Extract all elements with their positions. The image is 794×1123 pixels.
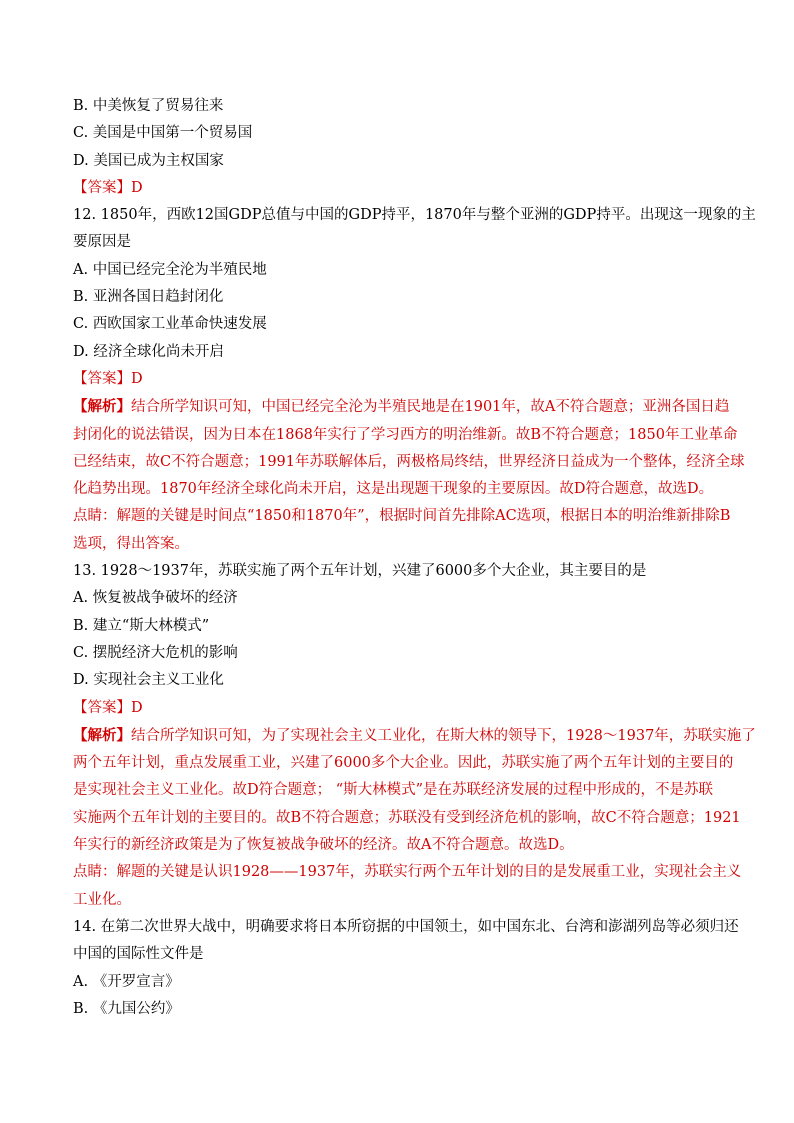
q12-tip-line-2: 选项，得出答案。 bbox=[73, 535, 189, 552]
q13-analysis-label: 【解析】 bbox=[73, 726, 131, 744]
q12-analysis-line-3: 已经结束，故C不符合题意；1991年苏联解体后，两极格局终结，世界经济日益成为一个整体，经济全球 bbox=[73, 453, 745, 470]
q12-option-a: A. 中国已经完全沦为半殖民地 bbox=[73, 261, 267, 278]
q12-analysis-text-1: 结合所学知识可知，中国已经完全沦为半殖民地是在1901年，故A不符合题意；亚洲各国日趋 bbox=[131, 399, 730, 416]
q12-analysis-line-1 bbox=[73, 393, 730, 421]
q13-stem-line-1: 13. 1928～1937年，苏联实施了两个五年计划，兴建了6000多个大企业，其主要目的是 bbox=[73, 563, 647, 580]
q11-answer: 【答案】D bbox=[73, 179, 143, 196]
q11-option-d: D. 美国已成为主权国家 bbox=[73, 152, 224, 169]
q13-analysis-line-5: 年实行的新经济政策是为了恢复被战争破坏的经济。故A不符合题意。故选D。 bbox=[73, 837, 574, 854]
q13-option-a: A. 恢复被战争破坏的经济 bbox=[73, 590, 238, 607]
q13-option-b: B. 建立“斯大林模式” bbox=[73, 617, 210, 634]
q13-analysis-line-2: 两个五年计划，重点发展重工业，兴建了6000多个大企业。因此，苏联实施了两个五年计划的主要目的 bbox=[73, 755, 734, 772]
q12-stem-line-1: 12. 1850年，西欧12国GDP总值与中国的GDP持平，1870年与整个亚洲的GDP持平。出现这一现象的主 bbox=[73, 207, 756, 224]
q13-answer: 【答案】D bbox=[73, 699, 143, 716]
q12-analysis-label: 【解析】 bbox=[73, 398, 131, 416]
q13-option-c: C. 摆脱经济大危机的影响 bbox=[73, 644, 238, 661]
q12-option-b: B. 亚洲各国日趋封闭化 bbox=[73, 289, 224, 306]
q12-option-c: C. 西欧国家工业革命快速发展 bbox=[73, 316, 267, 333]
q12-analysis-line-2: 封闭化的说法错误，因为日本在1868年实行了学习西方的明治维新。故B不符合题意；1850年工业革命 bbox=[73, 426, 738, 443]
q13-analysis-line-3: 是实现社会主义工业化。故D符合题意； “斯大林模式”是在苏联经济发展的过程中形成的，不是苏联 bbox=[73, 782, 714, 799]
exam-page bbox=[73, 93, 756, 1023]
q13-tip-line-2: 工业化。 bbox=[73, 891, 131, 908]
q12-option-d: D. 经济全球化尚未开启 bbox=[73, 343, 224, 360]
q14-option-a: A. 《开罗宣言》 bbox=[73, 973, 180, 990]
q11-option-c: C. 美国是中国第一个贸易国 bbox=[73, 125, 253, 142]
q14-stem-line-1: 14. 在第二次世界大战中，明确要求将日本所窃据的中国领土，如中国东北、台湾和澎湖列岛等必须归还 bbox=[73, 918, 739, 935]
q12-tip-line-1: 点睛：解题的关键是时间点“1850和1870年”，根据时间首先排除AC选项，根据日本的明治维新排除B bbox=[73, 508, 731, 525]
q13-option-d: D. 实现社会主义工业化 bbox=[73, 672, 224, 689]
q12-answer: 【答案】D bbox=[73, 370, 143, 387]
q14-option-b: B. 《九国公约》 bbox=[73, 1000, 180, 1017]
q13-analysis-text-1: 结合所学知识可知，为了实现社会主义工业化，在斯大林的领导下，1928～1937年，苏联实施了 bbox=[131, 727, 756, 744]
q13-analysis-line-4: 实施两个五年计划的主要目的。故B不符合题意；苏联没有受到经济危机的影响，故C不符合题意；1921 bbox=[73, 809, 741, 826]
q13-analysis-line-1 bbox=[73, 722, 756, 750]
q14-stem-line-2: 中国的国际性文件是 bbox=[73, 946, 204, 963]
q11-option-b: B. 中美恢复了贸易往来 bbox=[73, 98, 224, 114]
q12-analysis-line-4: 化趋势出现。1870年经济全球化尚未开启，这是出现题干现象的主要原因。故D符合题意，故选D。 bbox=[73, 481, 714, 498]
q12-stem-line-2: 要原因是 bbox=[73, 234, 131, 251]
q13-tip-line-1: 点睛：解题的关键是认识1928——1937年，苏联实行两个五年计划的目的是发展重工业，实现社会主义 bbox=[73, 864, 742, 881]
